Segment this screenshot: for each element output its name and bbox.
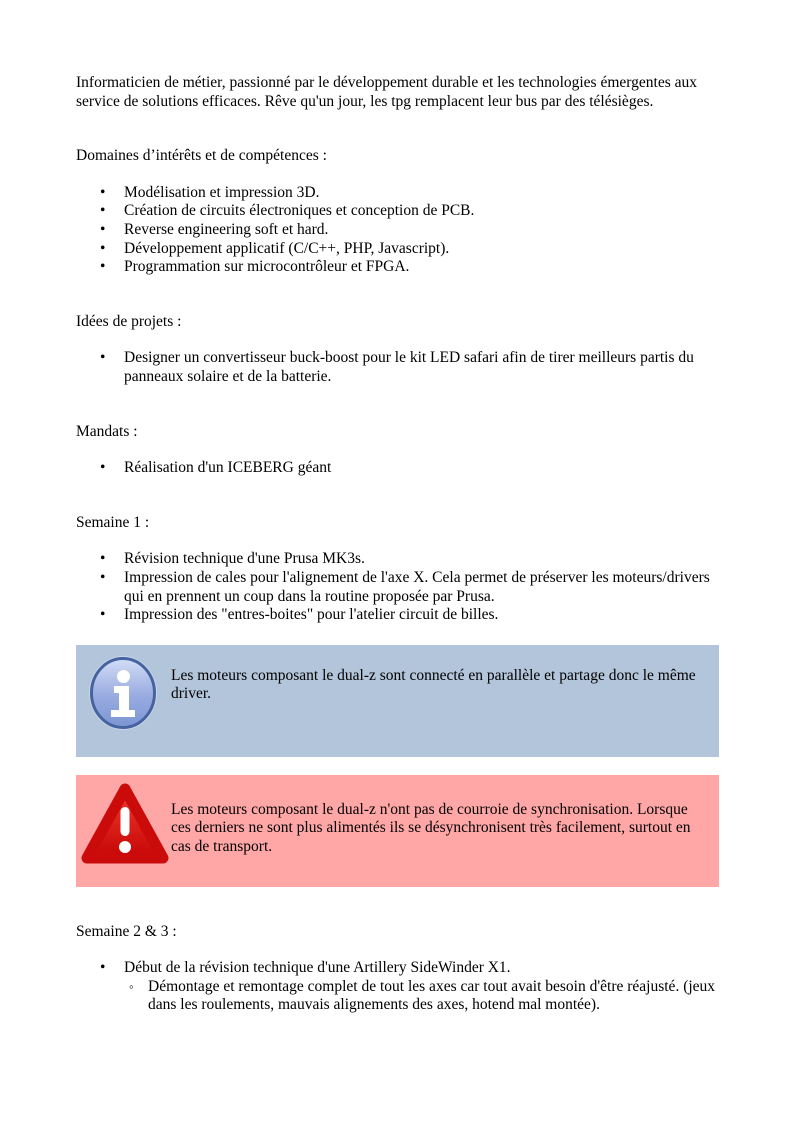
list-item: • Développement applicatif (C/C++, PHP, Javascript). — [76, 240, 719, 259]
ideas-list — [76, 349, 719, 386]
intro-paragraph: Informaticien de métier, passionné par le développement durable et les technologies émergentes aux service de solutions efficaces. Rêve qu'un jour, les tpg remplacent leur bus par des télésièges. — [76, 74, 698, 110]
list-item: • Révision technique d'une Prusa MK3s. — [76, 550, 719, 569]
week1-list — [76, 550, 719, 624]
list-item: • Reverse engineering soft et hard. — [76, 221, 719, 240]
list-item: • Programmation sur microcontrôleur et FPGA. — [76, 258, 719, 277]
info-note-text: Les moteurs composant le dual-z sont connecté en parallèle et partage donc le même driver. — [171, 666, 696, 703]
list-item: • Impression de cales pour l'alignement de l'axe X. Cela permet de préserver les moteurs/drivers qui en prennent un coup dans la routine proposée par Prusa. — [76, 569, 719, 606]
list-item: • Impression des "entres-boites" pour l'atelier circuit de billes. — [76, 606, 719, 625]
list-item: • Création de circuits électroniques et conception de PCB. — [76, 202, 719, 221]
list-item: • Début de la révision technique d'une Artillery SideWinder X1. — [76, 959, 719, 978]
section-heading-week1: Semaine 1 : — [76, 513, 150, 531]
list-item: • Réalisation d'un ICEBERG géant — [76, 459, 719, 478]
list-item: • Designer un convertisseur buck-boost pour le kit LED safari afin de tirer meilleurs partis du panneaux solaire et de la batterie. — [76, 349, 719, 386]
info-note — [76, 645, 719, 757]
mandates-list — [76, 459, 719, 478]
section-heading-skills: Domaines d’intérêts et de compétences : — [76, 147, 327, 165]
list-item: • Modélisation et impression 3D. — [76, 184, 719, 203]
warning-note — [76, 775, 719, 887]
section-heading-ideas: Idées de projets : — [76, 312, 182, 330]
warning-note-text: Les moteurs composant le dual-z n'ont pas de courroie de synchronisation. Lorsque ces derniers ne sont plus alimentés ils se désynchronisent très facilement, surtout en cas de transport. — [171, 800, 691, 855]
sub-list-item: ◦ Démontage et remontage complet de tout les axes car tout avait besoin d'être réajusté. (jeux dans les roulements, mauvais alignements des axes, hotend mal montée). — [76, 978, 719, 1015]
warning-icon — [80, 781, 170, 877]
week23-sublist — [76, 978, 719, 1015]
skills-list — [76, 184, 719, 277]
section-heading-week23: Semaine 2 & 3 : — [76, 922, 177, 940]
week23-list — [76, 959, 719, 978]
info-icon — [88, 654, 158, 738]
section-heading-mandates: Mandats : — [76, 422, 138, 440]
